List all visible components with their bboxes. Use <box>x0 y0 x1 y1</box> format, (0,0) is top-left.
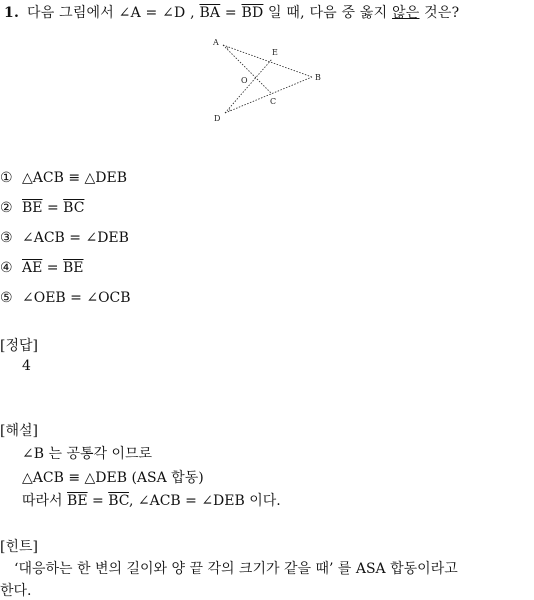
explanation-line-1: ∠B 는 공통각 이므로 <box>22 446 153 462</box>
label-e: E <box>272 48 278 57</box>
explanation-segment-bc: $\overline{BC}$ <box>108 493 129 509</box>
option-4-segment-a: $\overline{AE}$ <box>22 260 43 276</box>
option-1-mark: ① <box>0 170 13 186</box>
option-1-text: △ACB ≡ △DEB <box>22 170 128 186</box>
question-eq: = <box>220 5 242 21</box>
option-4-eq: = <box>42 260 63 276</box>
explanation-line-3-pre: 따라서 <box>22 493 68 509</box>
explanation-eq: = <box>87 493 109 509</box>
segment-a-b-line <box>223 45 312 77</box>
angle-a-mark <box>227 47 228 49</box>
explanation-line-3-post: , ∠ACB = ∠DEB 이다. <box>128 493 281 509</box>
answer-value: 4 <box>22 358 31 374</box>
segment-bd: $\overline{BD}$ <box>241 5 264 21</box>
option-2-segment-b: $\overline{BC}$ <box>63 200 85 216</box>
explanation-line-3 <box>22 490 281 510</box>
question-number: 1. <box>4 5 20 21</box>
option-1[interactable] <box>0 170 127 186</box>
option-4-mark: ④ <box>0 260 13 276</box>
question-text-mid: 일 때, 다음 중 옳지 <box>263 5 393 21</box>
option-3-text: ∠ACB = ∠DEB <box>22 230 129 246</box>
segment-d-e-line <box>225 59 272 113</box>
explanation-tag: [해설] <box>0 423 38 439</box>
option-2[interactable] <box>0 200 84 216</box>
question-underlined-word: 않은 <box>392 5 420 21</box>
label-o: O <box>241 76 248 85</box>
explanation-line-2: △ACB ≡ △DEB (ASA 합동) <box>22 470 204 486</box>
segment-ba: $\overline{BA}$ <box>199 5 221 21</box>
option-5[interactable] <box>0 290 131 306</box>
hint-line-1: ‘대응하는 한 변의 길이와 양 끝 각의 크기가 같을 때’ 를 ASA 합동이라고 <box>14 561 458 577</box>
label-b: B <box>315 73 321 82</box>
option-2-segment-a: $\overline{BE}$ <box>22 200 43 216</box>
option-2-mark: ② <box>0 200 13 216</box>
option-3[interactable] <box>0 230 129 246</box>
answer-tag: [정답] <box>0 338 38 354</box>
label-a: A <box>213 38 219 47</box>
angle-d-mark <box>229 108 230 111</box>
question-text <box>4 2 459 22</box>
hint-tag: [힌트] <box>0 539 38 555</box>
option-3-mark: ③ <box>0 230 13 246</box>
explanation-segment-be: $\overline{BE}$ <box>67 493 88 509</box>
question-text-before: 다음 그림에서 ∠A = ∠D , <box>27 5 200 21</box>
label-c: C <box>270 97 277 106</box>
label-d: D <box>214 114 221 123</box>
option-5-text: ∠OEB = ∠OCB <box>22 290 131 306</box>
segment-d-b-line <box>225 77 312 113</box>
segment-a-c-line <box>223 45 272 94</box>
hint-line-2: 한다. <box>0 583 32 599</box>
option-5-mark: ⑤ <box>0 290 13 306</box>
question-text-end: 것은? <box>419 5 460 21</box>
option-4-segment-b: $\overline{BE}$ <box>62 260 84 276</box>
option-2-eq: = <box>42 200 64 216</box>
option-4[interactable] <box>0 260 84 276</box>
triangle-figure <box>200 30 340 130</box>
